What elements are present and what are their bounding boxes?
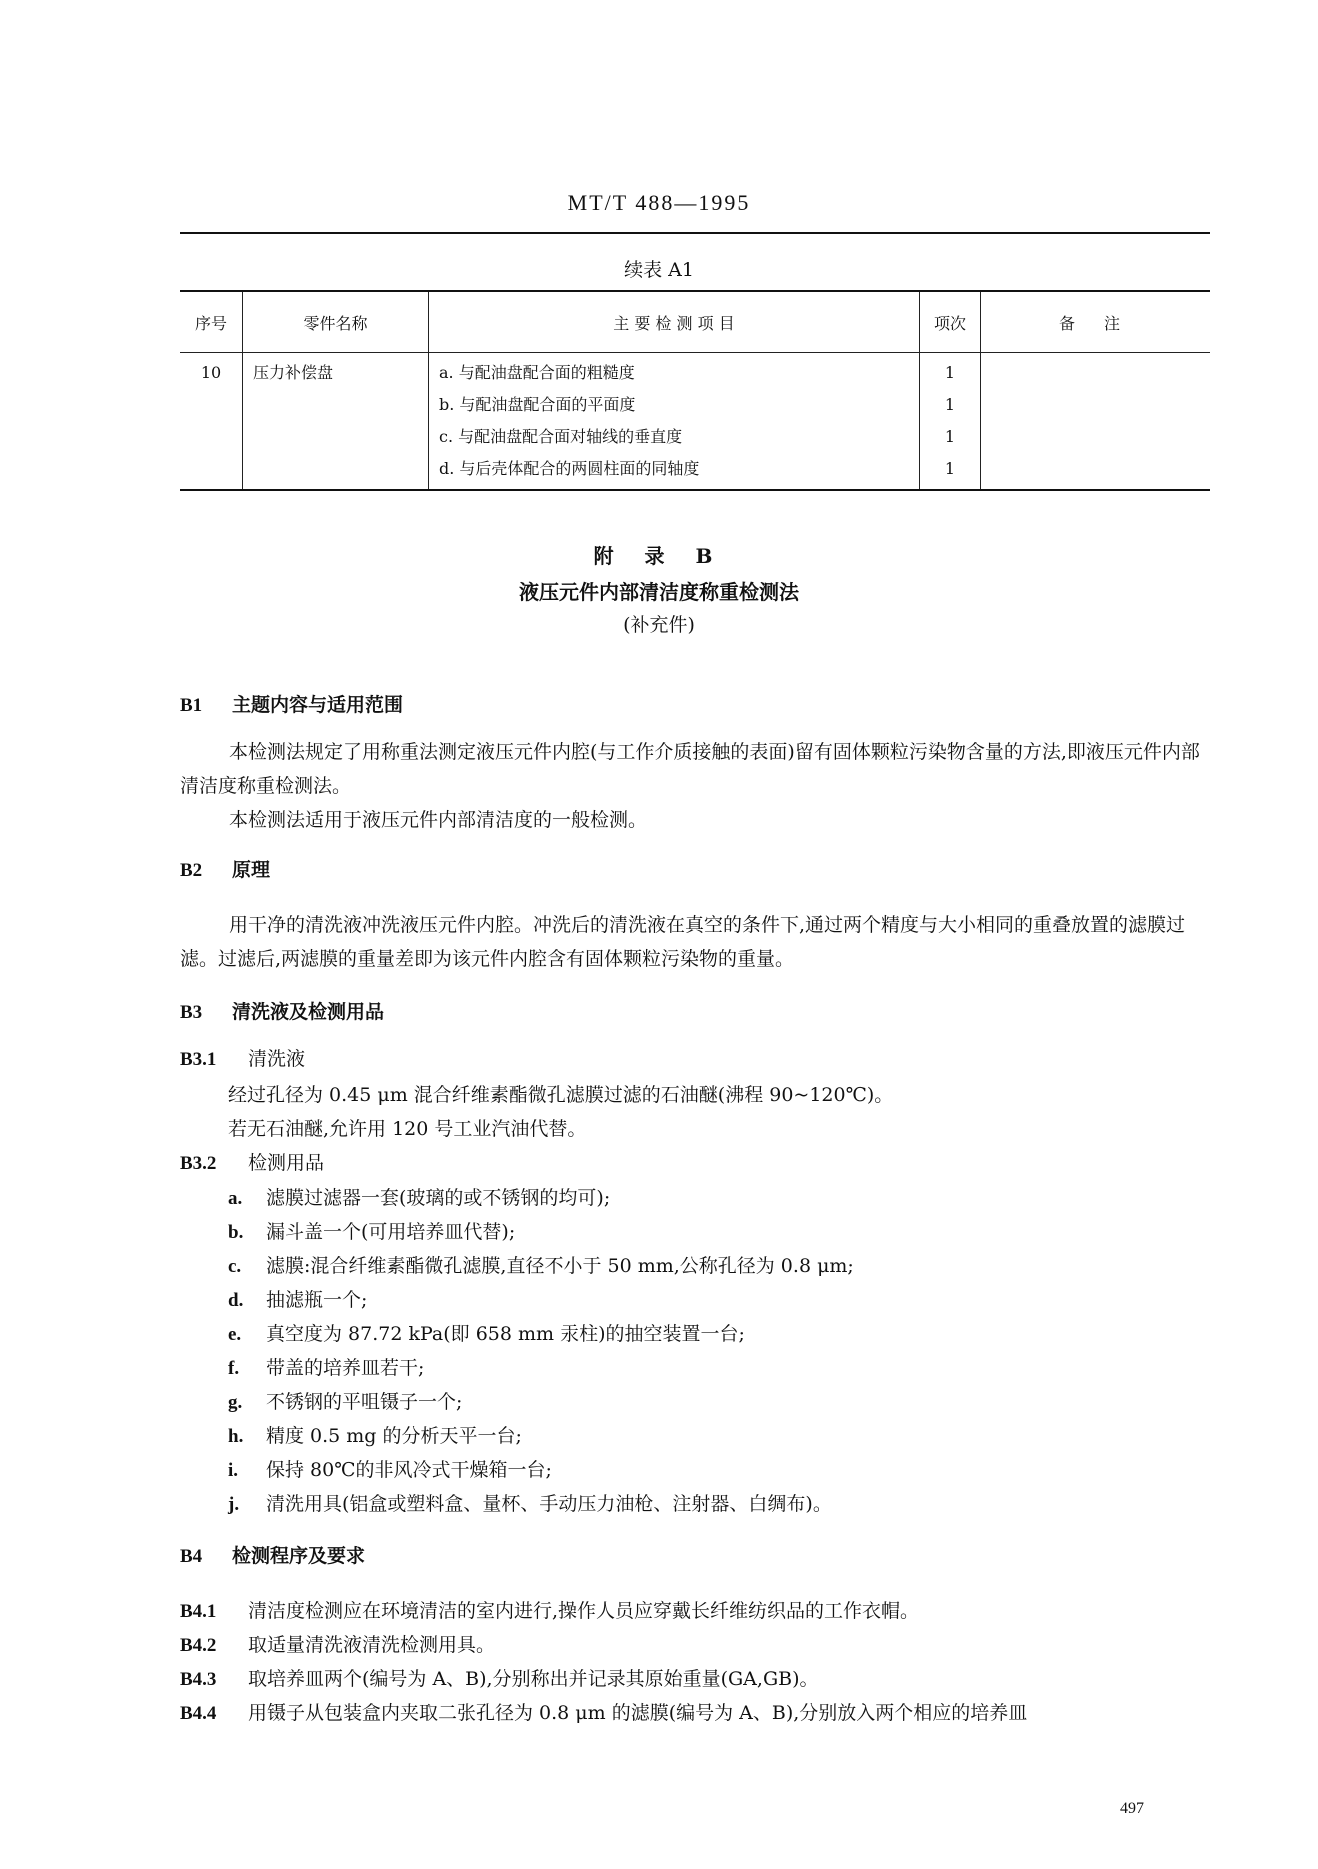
cell-seq (180, 353, 243, 491)
list-text: 真空度为 87.72 kPa(即 658 mm 汞柱)的抽空装置一台; (266, 1323, 745, 1345)
b3-1-line-1: 经过孔径为 0.45 μm 混合纤维素酯微孔滤膜过滤的石油醚(沸程 90~120℃)。 (228, 1084, 894, 1106)
item-c: c. 与配油盘配合面对轴线的垂直度 (439, 427, 683, 446)
appendix-subtitle: 液压元件内部清洁度称重检测法 (519, 580, 799, 604)
table-row (180, 353, 1210, 491)
section-title: 原理 (232, 859, 271, 881)
inspection-table (180, 290, 1210, 491)
list-text: 漏斗盖一个(可用培养皿代替); (266, 1221, 516, 1243)
list-marker: f. (228, 1358, 240, 1379)
section-number: B2 (180, 860, 203, 881)
b2-paragraph-1: 用干净的清洗液冲洗液压元件内腔。冲洗后的清洗液在真空的条件下,通过两个精度与大小相同的重叠放置的滤膜过滤。过滤后,两滤膜的重量差即为该元件内腔含有固体颗粒污染物的重量。 (180, 914, 1186, 970)
col-header-count: 项次 (920, 291, 981, 353)
page-number: 497 (1120, 1800, 1144, 1817)
item-a: a. 与配油盘配合面的粗糙度 (439, 363, 635, 382)
list-item (228, 1319, 745, 1346)
list-marker: d. (228, 1290, 244, 1311)
list-text: 清洗用具(铝盒或塑料盒、量杯、手动压力油枪、注射器、白绸布)。 (266, 1493, 832, 1515)
part-name: 压力补偿盘 (253, 363, 334, 382)
item-b: b. 与配油盘配合面的平面度 (439, 395, 636, 414)
list-item (228, 1353, 424, 1380)
cell-items (429, 353, 920, 491)
list-item (228, 1183, 610, 1210)
list-text: 保持 80℃的非风冷式干燥箱一台; (266, 1459, 552, 1481)
list-item (228, 1251, 854, 1278)
list-marker: a. (228, 1188, 243, 1209)
list-item (228, 1387, 462, 1414)
list-marker: h. (228, 1426, 244, 1447)
section-title: 主题内容与适用范围 (232, 694, 404, 716)
b4-step (180, 1664, 819, 1691)
section-number: B1 (180, 695, 203, 716)
subsection-b3-2 (180, 1148, 324, 1175)
section-heading-b4 (180, 1541, 365, 1568)
section-heading-b2 (180, 855, 270, 882)
step-text: 用镊子从包装盒内夹取二张孔径为 0.8 μm 的滤膜(编号为 A、B),分别放入两个相应的培养皿 (248, 1702, 1028, 1724)
list-marker: g. (228, 1392, 243, 1413)
table-caption: 续表 A1 (624, 259, 694, 281)
list-marker: e. (228, 1324, 242, 1345)
subsection-title: 检测用品 (248, 1152, 325, 1174)
list-item (228, 1421, 522, 1448)
list-marker: c. (228, 1256, 242, 1277)
subsection-number: B3.2 (180, 1153, 217, 1174)
cell-part (243, 353, 429, 491)
list-text: 带盖的培养皿若干; (266, 1357, 425, 1379)
col-header-remark: 备 注 (981, 291, 1211, 353)
subsection-number: B3.1 (180, 1049, 217, 1070)
section-number: B3 (180, 1002, 203, 1023)
list-text: 不锈钢的平咀镊子一个; (266, 1391, 463, 1413)
count-c: 1 (944, 427, 956, 446)
step-text: 取适量清洗液清洗检测用具。 (248, 1634, 496, 1656)
appendix-title: 附 录 B (593, 544, 725, 568)
list-text: 精度 0.5 mg 的分析天平一台; (266, 1425, 522, 1447)
cell-remark (981, 353, 1211, 491)
b1-paragraph-1: 本检测法规定了用称重法测定液压元件内腔(与工作介质接触的表面)留有固体颗粒污染物含量的方法,即液压元件内部清洁度称重检测法。 (180, 741, 1200, 797)
list-marker: j. (228, 1494, 240, 1515)
seq-value: 10 (200, 363, 222, 382)
count-a: 1 (944, 363, 956, 382)
step-number: B4.1 (180, 1601, 217, 1622)
appendix-note: (补充件) (623, 614, 695, 636)
step-number: B4.2 (180, 1635, 217, 1656)
col-header-part: 零件名称 (243, 291, 429, 353)
cell-counts (920, 353, 981, 491)
b4-step (180, 1596, 919, 1623)
subsection-b3-1 (180, 1044, 305, 1071)
b4-step (180, 1698, 1027, 1725)
section-title: 清洗液及检测用品 (232, 1001, 385, 1023)
standard-code: MT/T 488—1995 (567, 190, 751, 215)
step-number: B4.3 (180, 1669, 217, 1690)
step-number: B4.4 (180, 1703, 217, 1724)
list-text: 抽滤瓶一个; (266, 1289, 368, 1311)
count-d: 1 (944, 459, 956, 478)
list-item (228, 1217, 515, 1244)
list-item (228, 1489, 832, 1516)
col-header-seq: 序号 (180, 291, 243, 353)
col-header-items: 主 要 检 测 项 目 (429, 291, 920, 353)
header-rule (180, 232, 1210, 234)
step-text: 清洁度检测应在环境清洁的室内进行,操作人员应穿戴长纤维纺织品的工作衣帽。 (248, 1600, 920, 1622)
list-text: 滤膜过滤器一套(玻璃的或不锈钢的均可); (266, 1187, 611, 1209)
item-d: d. 与后壳体配合的两圆柱面的同轴度 (439, 459, 700, 478)
list-item (228, 1455, 552, 1482)
subsection-title: 清洗液 (248, 1048, 306, 1070)
list-item (228, 1285, 367, 1312)
count-b: 1 (944, 395, 956, 414)
b3-1-line-2: 若无石油醚,允许用 120 号工业汽油代替。 (228, 1118, 587, 1140)
step-text: 取培养皿两个(编号为 A、B),分别称出并记录其原始重量(GA,GB)。 (248, 1668, 819, 1690)
list-text: 滤膜:混合纤维素酯微孔滤膜,直径不小于 50 mm,公称孔径为 0.8 μm; (266, 1255, 854, 1277)
b4-step (180, 1630, 495, 1657)
section-heading-b1 (180, 690, 403, 717)
list-marker: b. (228, 1222, 244, 1243)
section-title: 检测程序及要求 (232, 1545, 366, 1567)
list-marker: i. (228, 1460, 239, 1481)
table-header-row (180, 291, 1210, 353)
b1-paragraph-2: 本检测法适用于液压元件内部清洁度的一般检测。 (229, 809, 648, 831)
section-number: B4 (180, 1546, 203, 1567)
section-heading-b3 (180, 997, 384, 1024)
